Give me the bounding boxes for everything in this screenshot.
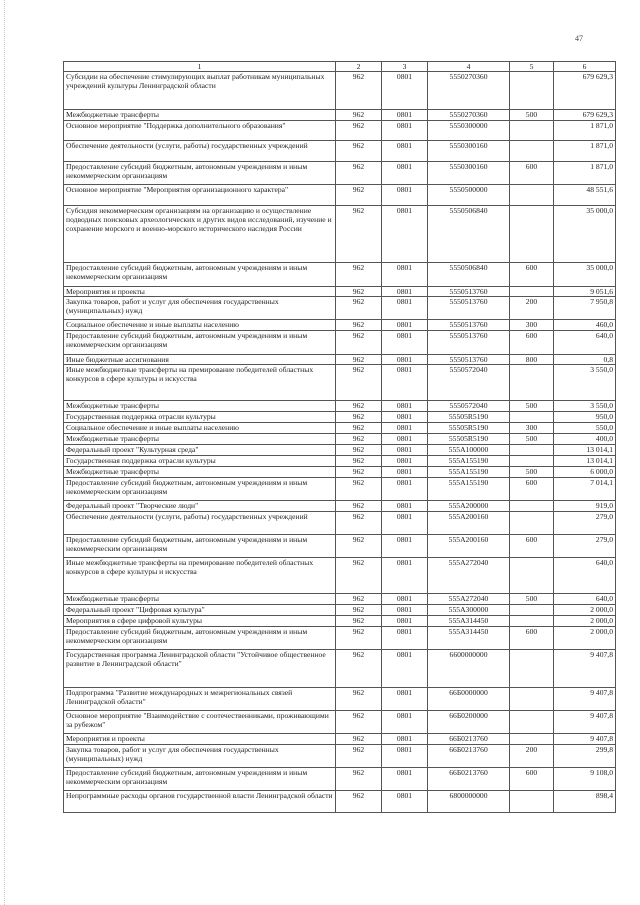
row-expense-type: 300 [510, 320, 554, 331]
table-row [64, 401, 616, 412]
table-row [64, 445, 616, 456]
row-name: Предоставление субсидий бюджетным, автономным учреждениям и иным некоммерческим организациям [64, 535, 336, 558]
row-section-code: 0801 [382, 263, 428, 287]
row-amount: 2 000,0 [554, 616, 616, 627]
row-admin-code: 962 [336, 512, 382, 535]
header-cell-section: 3 [382, 62, 428, 72]
row-expense-type [510, 650, 554, 688]
row-section-code: 0801 [382, 512, 428, 535]
row-name: Межбюджетные трансферты [64, 110, 336, 121]
row-amount: 550,0 [554, 423, 616, 434]
row-expense-type [510, 711, 554, 734]
row-amount: 9 407,8 [554, 688, 616, 711]
row-target-code: 6600000000 [428, 650, 510, 688]
row-expense-type [510, 605, 554, 616]
row-target-code: 555A155190 [428, 456, 510, 467]
row-section-code: 0801 [382, 121, 428, 141]
row-target-code: 555A155190 [428, 478, 510, 501]
row-amount: 9 407,8 [554, 734, 616, 745]
row-target-code: 5550513760 [428, 355, 510, 365]
row-admin-code: 962 [336, 141, 382, 162]
row-name: Предоставление субсидий бюджетным, автономным учреждениям и иным некоммерческим организациям [64, 768, 336, 791]
row-expense-type: 500 [510, 434, 554, 445]
row-admin-code: 962 [336, 558, 382, 594]
row-admin-code: 962 [336, 711, 382, 734]
row-admin-code: 962 [336, 365, 382, 401]
row-target-code: 5550300160 [428, 141, 510, 162]
row-target-code: 555A200000 [428, 501, 510, 512]
row-target-code: 5550572040 [428, 401, 510, 412]
table-row [64, 650, 616, 688]
row-target-code: 555A314450 [428, 616, 510, 627]
scan-edge-line [4, 0, 5, 905]
row-expense-type [510, 791, 554, 813]
row-admin-code: 962 [336, 287, 382, 297]
row-section-code: 0801 [382, 711, 428, 734]
row-name: Федеральный проект "Цифровая культура" [64, 605, 336, 616]
row-target-code: 555A314450 [428, 627, 510, 650]
row-name: Мероприятия в сфере цифровой культуры [64, 616, 336, 627]
row-expense-type [510, 287, 554, 297]
row-amount: 919,0 [554, 501, 616, 512]
row-name: Иные бюджетные ассигнования [64, 355, 336, 365]
row-name: Межбюджетные трансферты [64, 434, 336, 445]
row-amount: 279,0 [554, 512, 616, 535]
row-section-code: 0801 [382, 401, 428, 412]
row-target-code: 555A272040 [428, 594, 510, 605]
table-row [64, 434, 616, 445]
row-admin-code: 962 [336, 185, 382, 206]
row-section-code: 0801 [382, 434, 428, 445]
row-admin-code: 962 [336, 206, 382, 263]
table-row [64, 412, 616, 423]
row-name: Предоставление субсидий бюджетным, автономным учреждениям и иным некоммерческим организациям [64, 162, 336, 185]
row-name: Федеральный проект "Творческие люди" [64, 501, 336, 512]
row-target-code: 6800000000 [428, 791, 510, 813]
row-admin-code: 962 [336, 320, 382, 331]
row-expense-type: 200 [510, 745, 554, 768]
table-row [64, 456, 616, 467]
row-section-code: 0801 [382, 627, 428, 650]
row-admin-code: 962 [336, 616, 382, 627]
row-admin-code: 962 [336, 791, 382, 813]
table-row [64, 297, 616, 320]
row-admin-code: 962 [336, 162, 382, 185]
row-admin-code: 962 [336, 478, 382, 501]
row-name: Подпрограмма "Развитие международных и межрегиональных связей Ленинградской области" [64, 688, 336, 711]
row-section-code: 0801 [382, 141, 428, 162]
row-section-code: 0801 [382, 365, 428, 401]
table-row [64, 616, 616, 627]
row-name: Обеспечение деятельности (услуги, работы) государственных учреждений [64, 141, 336, 162]
header-cell-amount: 6 [554, 62, 616, 72]
row-section-code: 0801 [382, 287, 428, 297]
row-target-code: 5550513760 [428, 320, 510, 331]
row-amount: 460,0 [554, 320, 616, 331]
row-target-code: 55505R5190 [428, 434, 510, 445]
row-admin-code: 962 [336, 650, 382, 688]
row-name: Межбюджетные трансферты [64, 594, 336, 605]
row-amount: 35 000,0 [554, 263, 616, 287]
row-expense-type [510, 365, 554, 401]
row-name: Закупка товаров, работ и услуг для обеспечения государственных (муниципальных) нужд [64, 745, 336, 768]
row-expense-type: 600 [510, 768, 554, 791]
row-target-code: 5550300000 [428, 121, 510, 141]
row-target-code: 555A200160 [428, 535, 510, 558]
table-row [64, 287, 616, 297]
row-target-code: 555A300000 [428, 605, 510, 616]
row-amount: 898,4 [554, 791, 616, 813]
header-row [64, 62, 616, 72]
table-row [64, 501, 616, 512]
row-amount: 679 629,3 [554, 72, 616, 110]
row-admin-code: 962 [336, 594, 382, 605]
table-row [64, 206, 616, 263]
row-name: Межбюджетные трансферты [64, 467, 336, 478]
row-admin-code: 962 [336, 456, 382, 467]
row-name: Предоставление субсидий бюджетным, автономным учреждениям и иным некоммерческим организациям [64, 331, 336, 355]
row-section-code: 0801 [382, 320, 428, 331]
row-amount: 950,0 [554, 412, 616, 423]
row-section-code: 0801 [382, 206, 428, 263]
table-row [64, 331, 616, 355]
row-section-code: 0801 [382, 688, 428, 711]
row-section-code: 0801 [382, 558, 428, 594]
row-name: Предоставление субсидий бюджетным, автономным учреждениям и иным некоммерческим организациям [64, 478, 336, 501]
row-amount: 9 407,8 [554, 711, 616, 734]
table-row [64, 72, 616, 110]
table-row [64, 478, 616, 501]
row-expense-type [510, 185, 554, 206]
row-target-code: 66Б0000000 [428, 688, 510, 711]
row-expense-type: 600 [510, 263, 554, 287]
row-admin-code: 962 [336, 627, 382, 650]
row-expense-type: 500 [510, 110, 554, 121]
row-target-code: 66Б0213760 [428, 745, 510, 768]
row-expense-type [510, 512, 554, 535]
page-number: 47 [575, 34, 583, 43]
table-row [64, 594, 616, 605]
row-section-code: 0801 [382, 791, 428, 813]
row-section-code: 0801 [382, 72, 428, 110]
row-expense-type: 600 [510, 331, 554, 355]
row-expense-type: 200 [510, 297, 554, 320]
row-admin-code: 962 [336, 745, 382, 768]
row-section-code: 0801 [382, 478, 428, 501]
row-expense-type [510, 121, 554, 141]
row-name: Иные межбюджетные трансферты на премирование победителей областных конкурсов в сфере культуры и искусства [64, 365, 336, 401]
row-section-code: 0801 [382, 355, 428, 365]
header-cell-admin: 2 [336, 62, 382, 72]
table-row [64, 185, 616, 206]
row-expense-type [510, 688, 554, 711]
row-section-code: 0801 [382, 650, 428, 688]
header-cell-name: 1 [64, 62, 336, 72]
row-target-code: 55505R5190 [428, 423, 510, 434]
row-target-code: 5550572040 [428, 365, 510, 401]
row-expense-type [510, 558, 554, 594]
row-name: Непрограммные расходы органов государственной власти Ленинградской области [64, 791, 336, 813]
row-target-code: 66Б0213760 [428, 734, 510, 745]
row-expense-type: 500 [510, 401, 554, 412]
row-amount: 1 871,0 [554, 162, 616, 185]
row-expense-type [510, 616, 554, 627]
row-amount: 9 407,8 [554, 650, 616, 688]
row-amount: 9 108,0 [554, 768, 616, 791]
row-admin-code: 962 [336, 331, 382, 355]
row-amount: 679 629,3 [554, 110, 616, 121]
row-amount: 2 000,0 [554, 605, 616, 616]
row-amount: 13 014,1 [554, 445, 616, 456]
row-section-code: 0801 [382, 456, 428, 467]
row-target-code: 5550300160 [428, 162, 510, 185]
table-row [64, 627, 616, 650]
row-amount: 7 014,1 [554, 478, 616, 501]
row-amount: 0,8 [554, 355, 616, 365]
row-name: Мероприятия и проекты [64, 734, 336, 745]
row-expense-type: 500 [510, 594, 554, 605]
row-target-code: 5550513760 [428, 331, 510, 355]
table-row [64, 605, 616, 616]
row-amount: 2 000,0 [554, 627, 616, 650]
row-expense-type [510, 141, 554, 162]
table-row [64, 791, 616, 813]
row-expense-type: 800 [510, 355, 554, 365]
row-admin-code: 962 [336, 501, 382, 512]
row-admin-code: 962 [336, 688, 382, 711]
row-admin-code: 962 [336, 72, 382, 110]
row-name: Государственная программа Ленинградской области "Устойчивое общественное развитие в Ленинградской области" [64, 650, 336, 688]
table-row [64, 423, 616, 434]
row-amount: 7 950,8 [554, 297, 616, 320]
table-row [64, 141, 616, 162]
row-target-code: 5550513760 [428, 297, 510, 320]
row-admin-code: 962 [336, 605, 382, 616]
row-target-code: 66Б0213760 [428, 768, 510, 791]
row-amount: 640,0 [554, 331, 616, 355]
row-target-code: 5550500000 [428, 185, 510, 206]
row-amount: 640,0 [554, 594, 616, 605]
table-row [64, 711, 616, 734]
row-target-code: 555A200160 [428, 512, 510, 535]
table-row [64, 768, 616, 791]
row-section-code: 0801 [382, 616, 428, 627]
row-name: Иные межбюджетные трансферты на премирование победителей областных конкурсов в сфере культуры и искусства [64, 558, 336, 594]
row-section-code: 0801 [382, 501, 428, 512]
row-name: Основное мероприятие "Взаимодействие с соотечественниками, проживающими за рубежом" [64, 711, 336, 734]
row-name: Федеральный проект "Культурная среда" [64, 445, 336, 456]
row-section-code: 0801 [382, 331, 428, 355]
row-name: Государственная поддержка отрасли культуры [64, 412, 336, 423]
row-expense-type [510, 445, 554, 456]
row-amount: 640,0 [554, 558, 616, 594]
row-target-code: 555A272040 [428, 558, 510, 594]
row-amount: 3 550,0 [554, 365, 616, 401]
row-name: Субсидия некоммерческим организациям на организацию и осуществление подводных поисковых археологических и других видов исследований, изучение и сохранение морского и военно-морского исторического наследия России [64, 206, 336, 263]
row-target-code: 555A100000 [428, 445, 510, 456]
table-row [64, 110, 616, 121]
row-target-code: 55505R5190 [428, 412, 510, 423]
row-section-code: 0801 [382, 605, 428, 616]
table-row [64, 121, 616, 141]
row-target-code: 5550506840 [428, 206, 510, 263]
row-admin-code: 962 [336, 110, 382, 121]
row-name: Межбюджетные трансферты [64, 401, 336, 412]
row-amount: 400,0 [554, 434, 616, 445]
row-section-code: 0801 [382, 467, 428, 478]
row-name: Основное мероприятие "Поддержка дополнительного образования" [64, 121, 336, 141]
row-admin-code: 962 [336, 445, 382, 456]
table-row [64, 535, 616, 558]
row-admin-code: 962 [336, 423, 382, 434]
row-target-code: 5550270360 [428, 72, 510, 110]
row-admin-code: 962 [336, 355, 382, 365]
row-amount: 299,8 [554, 745, 616, 768]
row-amount: 1 871,0 [554, 121, 616, 141]
row-expense-type: 300 [510, 423, 554, 434]
row-amount: 6 000,0 [554, 467, 616, 478]
row-expense-type [510, 206, 554, 263]
row-expense-type [510, 412, 554, 423]
table-row [64, 263, 616, 287]
row-admin-code: 962 [336, 467, 382, 478]
row-expense-type [510, 456, 554, 467]
table-row [64, 512, 616, 535]
row-expense-type [510, 72, 554, 110]
budget-table [63, 61, 616, 813]
row-name: Закупка товаров, работ и услуг для обеспечения государственных (муниципальных) нужд [64, 297, 336, 320]
row-expense-type [510, 501, 554, 512]
row-section-code: 0801 [382, 297, 428, 320]
row-expense-type: 600 [510, 162, 554, 185]
row-section-code: 0801 [382, 110, 428, 121]
row-amount: 13 014,1 [554, 456, 616, 467]
table-row [64, 355, 616, 365]
row-name: Субсидии на обеспечение стимулирующих выплат работникам муниципальных учреждений культуры Ленинградской области [64, 72, 336, 110]
row-section-code: 0801 [382, 445, 428, 456]
row-amount: 9 051,6 [554, 287, 616, 297]
row-admin-code: 962 [336, 401, 382, 412]
row-expense-type: 600 [510, 478, 554, 501]
row-section-code: 0801 [382, 162, 428, 185]
row-name: Предоставление субсидий бюджетным, автономным учреждениям и иным некоммерческим организациям [64, 263, 336, 287]
row-section-code: 0801 [382, 594, 428, 605]
row-target-code: 555A155190 [428, 467, 510, 478]
row-amount: 279,0 [554, 535, 616, 558]
row-target-code: 5550506840 [428, 263, 510, 287]
row-name: Социальное обеспечение и иные выплаты населению [64, 423, 336, 434]
row-target-code: 5550513760 [428, 287, 510, 297]
row-amount: 3 550,0 [554, 401, 616, 412]
row-admin-code: 962 [336, 297, 382, 320]
row-admin-code: 962 [336, 535, 382, 558]
row-section-code: 0801 [382, 745, 428, 768]
table-row [64, 688, 616, 711]
table-row [64, 467, 616, 478]
row-name: Государственная поддержка отрасли культуры [64, 456, 336, 467]
table-row [64, 745, 616, 768]
row-amount: 48 551,6 [554, 185, 616, 206]
row-expense-type [510, 734, 554, 745]
row-admin-code: 962 [336, 263, 382, 287]
row-amount: 35 000,0 [554, 206, 616, 263]
row-amount: 1 871,0 [554, 141, 616, 162]
row-admin-code: 962 [336, 734, 382, 745]
row-target-code: 5550270360 [428, 110, 510, 121]
row-admin-code: 962 [336, 434, 382, 445]
table-row [64, 734, 616, 745]
row-expense-type: 500 [510, 467, 554, 478]
row-name: Основное мероприятие "Мероприятия организационного характера" [64, 185, 336, 206]
row-section-code: 0801 [382, 412, 428, 423]
row-name: Предоставление субсидий бюджетным, автономным учреждениям и иным некоммерческим организациям [64, 627, 336, 650]
row-name: Социальное обеспечение и иные выплаты населению [64, 320, 336, 331]
row-admin-code: 962 [336, 412, 382, 423]
row-expense-type: 600 [510, 535, 554, 558]
row-target-code: 66Б0200000 [428, 711, 510, 734]
table-row [64, 365, 616, 401]
table-row [64, 162, 616, 185]
row-name: Обеспечение деятельности (услуги, работы) государственных учреждений [64, 512, 336, 535]
header-cell-target: 4 [428, 62, 510, 72]
header-cell-type: 5 [510, 62, 554, 72]
row-section-code: 0801 [382, 734, 428, 745]
row-expense-type: 600 [510, 627, 554, 650]
row-section-code: 0801 [382, 423, 428, 434]
row-section-code: 0801 [382, 768, 428, 791]
row-admin-code: 962 [336, 768, 382, 791]
row-section-code: 0801 [382, 185, 428, 206]
table-row [64, 320, 616, 331]
row-name: Мероприятия и проекты [64, 287, 336, 297]
row-admin-code: 962 [336, 121, 382, 141]
table-row [64, 558, 616, 594]
row-section-code: 0801 [382, 535, 428, 558]
